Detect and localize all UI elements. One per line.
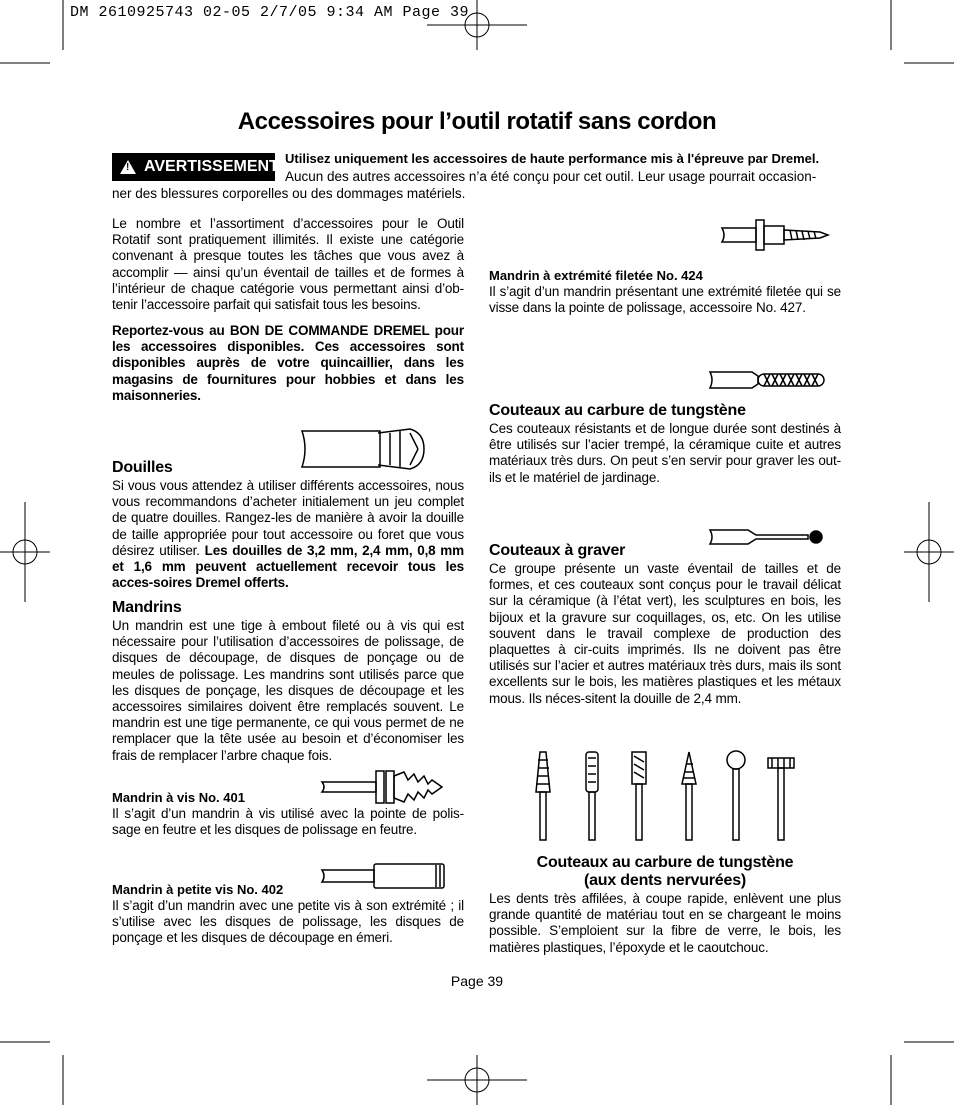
m401-paragraph: Il s’agit d’un mandrin à vis utilisé avec la pointe de polis-sage en feutre et les disques de polissage en feutre. xyxy=(112,806,464,838)
small-screw-mandrel-402-icon xyxy=(320,862,450,892)
nervurees-paragraph: Les dents très affilées, à coupe rapide, enlèvent une plus grande quantité de matériau tout en se chargeant le moins possible. S’emploient sur la fibre de verre, le bois, les matières plastiques, l’époxyde et le caoutchouc. xyxy=(489,891,841,955)
m424-heading: Mandrin à extrémité filetée No. 424 xyxy=(489,268,703,283)
m402-heading: Mandrin à petite vis No. 402 xyxy=(112,882,284,897)
carbure-paragraph: Ces couteaux résistants et de longue durée sont destinés à être utilisés sur l’acier trempé, la céramique cuite et autres matériaux très durs. On peut s’en servir pour graver les out-ils et le matériel de jardinage. xyxy=(489,421,841,485)
carbide-cutter-icon xyxy=(708,368,830,392)
print-slug: DM 2610925743 02-05 2/7/05 9:34 AM Page 39 xyxy=(70,4,470,21)
nervurees-heading-line1: Couteaux au carbure de tungstène xyxy=(536,854,794,871)
order-note: Reportez-vous au BON DE COMMANDE DREMEL pour les accessoires disponibles. Ces accessoires sont disponibles auprès de votre quincaillier, dans les magasins de fournitures pour hobbies et dans les maisonneries. xyxy=(112,323,464,403)
mandrins-heading: Mandrins xyxy=(112,599,182,616)
m401-heading: Mandrin à vis No. 401 xyxy=(112,790,245,805)
warning-badge xyxy=(112,153,279,181)
warning-body: Aucun des autres accessoires n’a été conçu pour cet outil. Leur usage pourrait occasion- xyxy=(285,169,817,184)
warning-lead: Utilisez uniquement les accessoires de haute performance mis à l'épreuve par Dremel. xyxy=(285,151,820,166)
page-number: Page 39 xyxy=(450,973,504,989)
collet-illustration-icon xyxy=(300,425,430,473)
page-title: Accessoires pour l’outil rotatif sans cordon xyxy=(237,108,717,135)
graver-paragraph: Ce groupe présente un vaste éventail de tailles et de formes, et ces couteaux sont conçus pour le travail délicat sur la céramique (à l’état vert), les sculptures en bois, les bijoux et la gravure sur coquillages, os, etc. On les utilise souvent dans le travail complexe de production des plaquettes à cir-cuits imprimés. Ils ne doivent pas être utilisés sur l’acier et autres matériaux très durs, mais ils sont excellents sur le bois, les matières plastiques et les métaux mous. Ils néces-sitent la douille de 2,4 mm. xyxy=(489,561,841,706)
douilles-text: Si vous vous attendez à utiliser différents accessoires, nous vous recommandons d’acheter initialement un jeu complet de quatre douilles. Rangez-les de manière à avoir la douille de taille appropriée pour tout accessoire ou foret que vous désirez utiliser. xyxy=(112,478,464,558)
warning-continuation: ner des blessures corporelles ou des dommages matériels. xyxy=(112,186,466,201)
engraving-cutter-icon xyxy=(708,526,830,548)
douilles-heading: Douilles xyxy=(112,459,173,476)
nervurees-heading-line2: (aux dents nervurées) xyxy=(583,872,747,889)
warning-triangle-icon: ! xyxy=(120,160,136,174)
douilles-paragraph xyxy=(112,478,464,591)
graver-heading: Couteaux à graver xyxy=(489,542,626,559)
mandrins-paragraph: Un mandrin est une tige à embout fileté ou à vis qui est nécessaire pour l’utilisation d’accessoires de polissage, de disques de découpage, de disques de ponçage ou de meules de polissage. Les mandrins sont utilisés parce que les disques de ponçage, les disques de découpage et les accessoires similaires doivent être remplacés souvent. Le mandrin est une tige permanente, ce qui vous permet de ne remplacer que la tête usée au besoin et d’économiser les frais de remplacer l’arbre chaque fois. xyxy=(112,618,464,763)
m424-paragraph: Il s’agit d’un mandrin présentant une extrémité filetée qui se visse dans la pointe de polissage, accessoire No. 427. xyxy=(489,284,841,316)
douilles-bold-text: Les douilles de 3,2 mm, 2,4 mm, 0,8 mm et 1,6 mm peuvent actuellement recevoir tous les acces-soires Dremel offerts. xyxy=(112,542,464,591)
fluted-cutters-illustration-icon xyxy=(530,748,810,844)
warning-label: AVERTISSEMENT xyxy=(144,158,279,175)
threaded-mandrel-424-icon xyxy=(720,218,832,252)
m402-paragraph: Il s’agit d’un mandrin avec une petite vis à son extrémité ; il s’utilise avec les disques de polissage, les disques de ponçage et les disques de découpage en émeri. xyxy=(112,898,464,946)
nervurees-heading xyxy=(489,854,841,890)
intro-paragraph: Le nombre et l’assortiment d’accessoires pour le Outil Rotatif sont pratiquement illimités. Il existe une catégorie convenant à presque toutes les tâches que vous avez à accomplir — ainsi qu’un éventail de tailles et de formes à l’intérieur de chaque catégorie vous permettant ainsi d’ob-tenir l’accessoire parfait qui satisfait tous les besoins. xyxy=(112,216,464,313)
screw-mandrel-401-icon xyxy=(320,768,446,806)
carbure-heading: Couteaux au carbure de tungstène xyxy=(489,402,746,419)
